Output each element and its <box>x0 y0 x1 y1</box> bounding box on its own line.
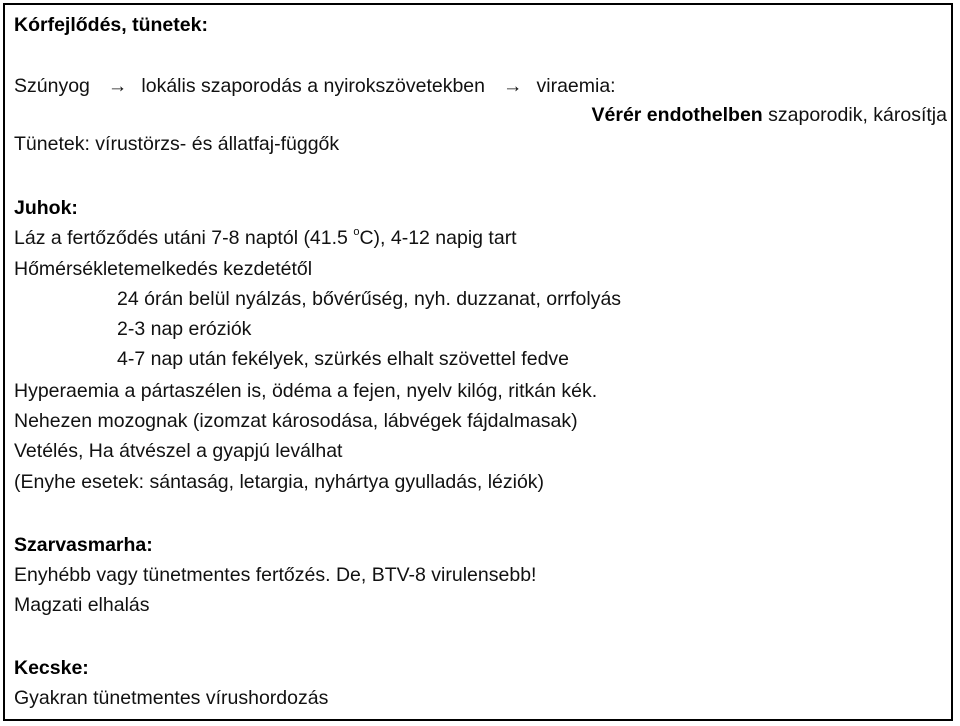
sheep-heading: Juhok: <box>14 197 78 219</box>
arrow-right-icon: → <box>107 75 128 97</box>
transmission-chain <box>14 73 616 99</box>
sheep-fever-line <box>14 225 517 251</box>
goat-heading: Kecske: <box>14 657 89 679</box>
sheep-sub-line: 24 órán belül nyálzás, bővérűség, nyh. duzzanat, orrfolyás <box>117 288 622 310</box>
chain-step-mosquito: Szúnyog <box>14 75 90 97</box>
fever-suffix: C), 4-12 napig tart <box>359 227 517 249</box>
sheep-line: Hyperaemia a pártaszélen is, ödéma a fejen, nyelv kilóg, ritkán kék. <box>14 380 598 402</box>
sheep-temp-line: Hőmérsékletemelkedés kezdetétől <box>14 258 313 280</box>
fever-prefix: Láz a fertőződés utáni 7-8 naptól (41.5 <box>14 227 354 249</box>
pathogenesis-heading: Kórfejlődés, tünetek: <box>14 14 208 36</box>
sheep-sub-line: 4-7 nap után fekélyek, szürkés elhalt szövettel fedve <box>117 348 570 370</box>
sheep-line: Nehezen mozognak (izomzat károsodása, lábvégek fájdalmasak) <box>14 410 578 432</box>
cattle-line: Magzati elhalás <box>14 594 150 616</box>
degree-mark: o <box>353 225 360 238</box>
chain-step-local-replication: lokális szaporodás a nyirokszövetekben <box>141 75 485 97</box>
arrow-right-icon: → <box>503 75 523 97</box>
cattle-heading: Szarvasmarha: <box>14 534 153 556</box>
viraemia-note-rest: szaporodik, károsítja <box>762 104 947 126</box>
sheep-sub-line: 2-3 nap eróziók <box>117 318 252 340</box>
cattle-line: Enyhébb vagy tünetmentes fertőzés. De, BTV-8 virulensebb! <box>14 564 537 586</box>
goat-line: Gyakran tünetmentes vírushordozás <box>14 687 329 709</box>
sheep-line: Vetélés, Ha átvészel a gyapjú leválhat <box>14 440 343 462</box>
viraemia-note <box>592 102 947 128</box>
viraemia-note-bold: Vérér endothelben <box>591 104 763 126</box>
symptoms-line: Tünetek: vírustörzs- és állatfaj-függők <box>14 133 340 155</box>
sheep-line: (Enyhe esetek: sántaság, letargia, nyhártya gyulladás, léziók) <box>14 471 545 493</box>
chain-step-viraemia: viraemia: <box>536 75 616 97</box>
